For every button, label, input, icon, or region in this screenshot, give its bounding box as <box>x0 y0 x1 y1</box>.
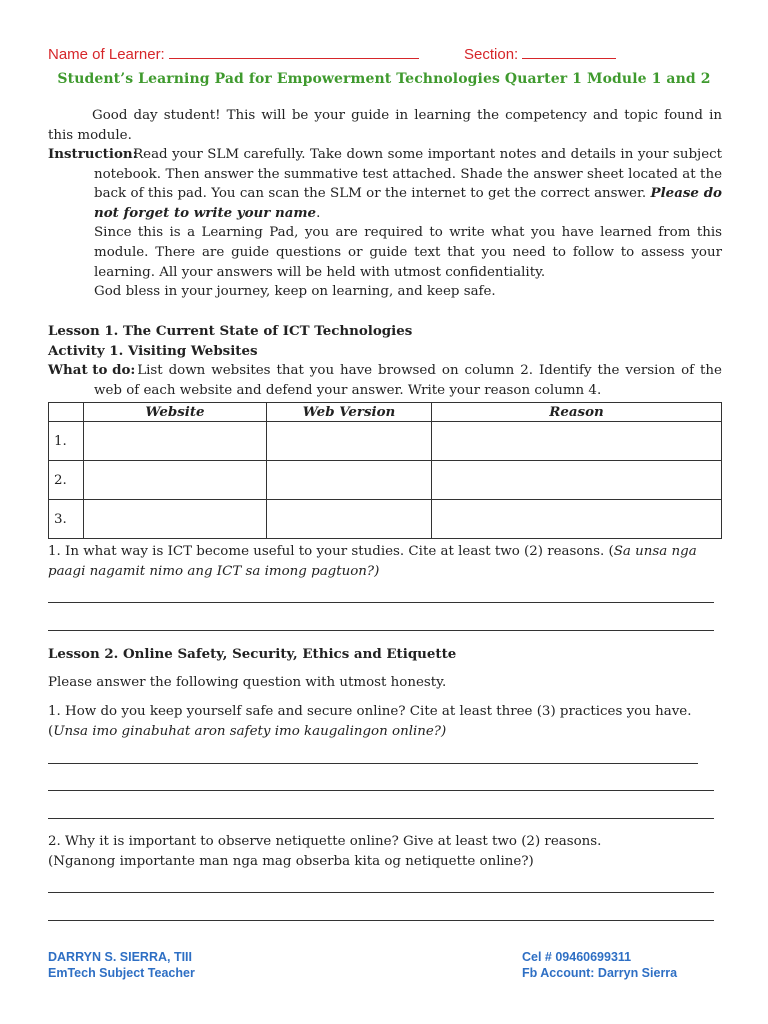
answer-line[interactable] <box>48 630 714 631</box>
table-header-cell: Web Version <box>267 403 432 422</box>
instruction-text-wrap: Read your SLM carefully. Take down some important notes and details in your subject notebook. Then answer the summative test attached. Shade the answer sheet located at the back of this pad. You can scan the SLM or the internet to get the correct answer. Please do not forget to write your name. <box>94 147 723 221</box>
instruction-block <box>48 145 723 300</box>
lesson2-title: Lesson 2. Online Safety, Security, Ethics and Etiquette <box>48 646 457 662</box>
table-row <box>49 461 722 500</box>
row-number: 2. <box>49 461 84 500</box>
what-to-do-text: List down websites that you have browsed on column 2. Identify the version of the web of each website and defend your answer. Write your reason column 4. <box>94 363 722 398</box>
teacher-role: EmTech Subject Teacher <box>48 966 195 980</box>
cel-number: Cel # 09460699311 <box>522 950 632 964</box>
lesson1-question1 <box>48 542 722 581</box>
reason-cell[interactable] <box>432 500 722 539</box>
table-header-cell: Reason <box>432 403 722 422</box>
document-title: Student’s Learning Pad for Empowerment Technologies Quarter 1 Module 1 and 2 <box>57 71 711 87</box>
table-row <box>49 422 722 461</box>
answer-line[interactable] <box>48 892 714 893</box>
answer-line[interactable] <box>48 818 714 819</box>
learner-name-field[interactable] <box>169 44 419 59</box>
row-number: 1. <box>49 422 84 461</box>
learner-label: Name of Learner: <box>48 46 165 63</box>
web-version-cell[interactable] <box>267 461 432 500</box>
website-cell[interactable] <box>84 461 267 500</box>
lesson2-question1-text: 1. How do you keep yourself safe and secure online? Cite at least three (3) practices you have. ( <box>48 704 692 739</box>
learning-pad-paragraph: Since this is a Learning Pad, you are required to write what you have learned from this module. There are guide questions or guide text that you need to follow to assess your learning. All your answers will be held with utmost confidentiality. <box>94 225 722 280</box>
fb-account: Fb Account: Darryn Sierra <box>522 966 678 980</box>
website-cell[interactable] <box>84 500 267 539</box>
table-header-cell <box>49 403 84 422</box>
instruction-content <box>94 145 722 302</box>
reason-cell[interactable] <box>432 422 722 461</box>
blessing-line: God bless in your journey, keep on learning, and keep safe. <box>94 284 496 300</box>
lesson2-question2-translation: (Nganong importante man nga mag obserba kita og netiquette online?) <box>48 853 534 869</box>
footer-left <box>48 949 195 981</box>
learner-name-row <box>48 44 419 63</box>
instruction-label: Instruction: <box>48 146 138 162</box>
web-version-cell[interactable] <box>267 422 432 461</box>
reason-cell[interactable] <box>432 461 722 500</box>
what-to-do-block <box>48 361 722 398</box>
section-row <box>464 44 616 63</box>
answer-line[interactable] <box>48 763 698 764</box>
lesson2-question2 <box>48 832 722 871</box>
lesson1-question1-text: 1. In what way is ICT become useful to your studies. Cite at least two (2) reasons. ( <box>48 544 614 559</box>
lesson1-title: Lesson 1. The Current State of ICT Technologies <box>48 323 413 339</box>
row-number: 3. <box>49 500 84 539</box>
section-field[interactable] <box>522 44 616 59</box>
answer-line[interactable] <box>48 602 714 603</box>
greeting-paragraph: Good day student! This will be your guide in learning the competency and topic found in this module. <box>48 108 722 143</box>
websites-table <box>48 402 722 539</box>
what-to-do-label: What to do: <box>48 362 136 378</box>
lesson1-question1-translation: Sa unsa nga paagi nagamit nimo ang ICT sa imong pagtuon?) <box>48 544 697 579</box>
answer-line[interactable] <box>48 920 714 921</box>
what-to-do-wrap <box>94 361 722 400</box>
answer-line[interactable] <box>48 790 714 791</box>
instruction-emphasis: Please do not forget to write your name <box>94 185 722 221</box>
lesson2-question2-text: 2. Why it is important to observe netiquette online? Give at least two (2) reasons. <box>48 834 602 849</box>
section-label: Section: <box>464 46 519 63</box>
table-row <box>49 500 722 539</box>
lesson2-question1-translation: Unsa imo ginabuhat aron safety imo kaugalingon online?) <box>53 723 447 739</box>
instruction-text: Read your SLM carefully. Take down some important notes and details in your subject notebook. Then answer the summative test attached. Shade the answer sheet located at the back of this pad. You can scan the SLM or the internet to get the correct answer. <box>94 147 723 202</box>
footer-right <box>522 949 677 981</box>
activity1-title: Activity 1. Visiting Websites <box>48 343 258 359</box>
lesson2-prompt: Please answer the following question with utmost honesty. <box>48 675 447 690</box>
table-header-cell: Website <box>84 403 267 422</box>
website-cell[interactable] <box>84 422 267 461</box>
what-to-do-content <box>94 361 722 400</box>
table-header-row <box>49 403 722 422</box>
web-version-cell[interactable] <box>267 500 432 539</box>
teacher-name: DARRYN S. SIERRA, TIII <box>48 950 192 964</box>
lesson2-question1 <box>48 702 722 741</box>
